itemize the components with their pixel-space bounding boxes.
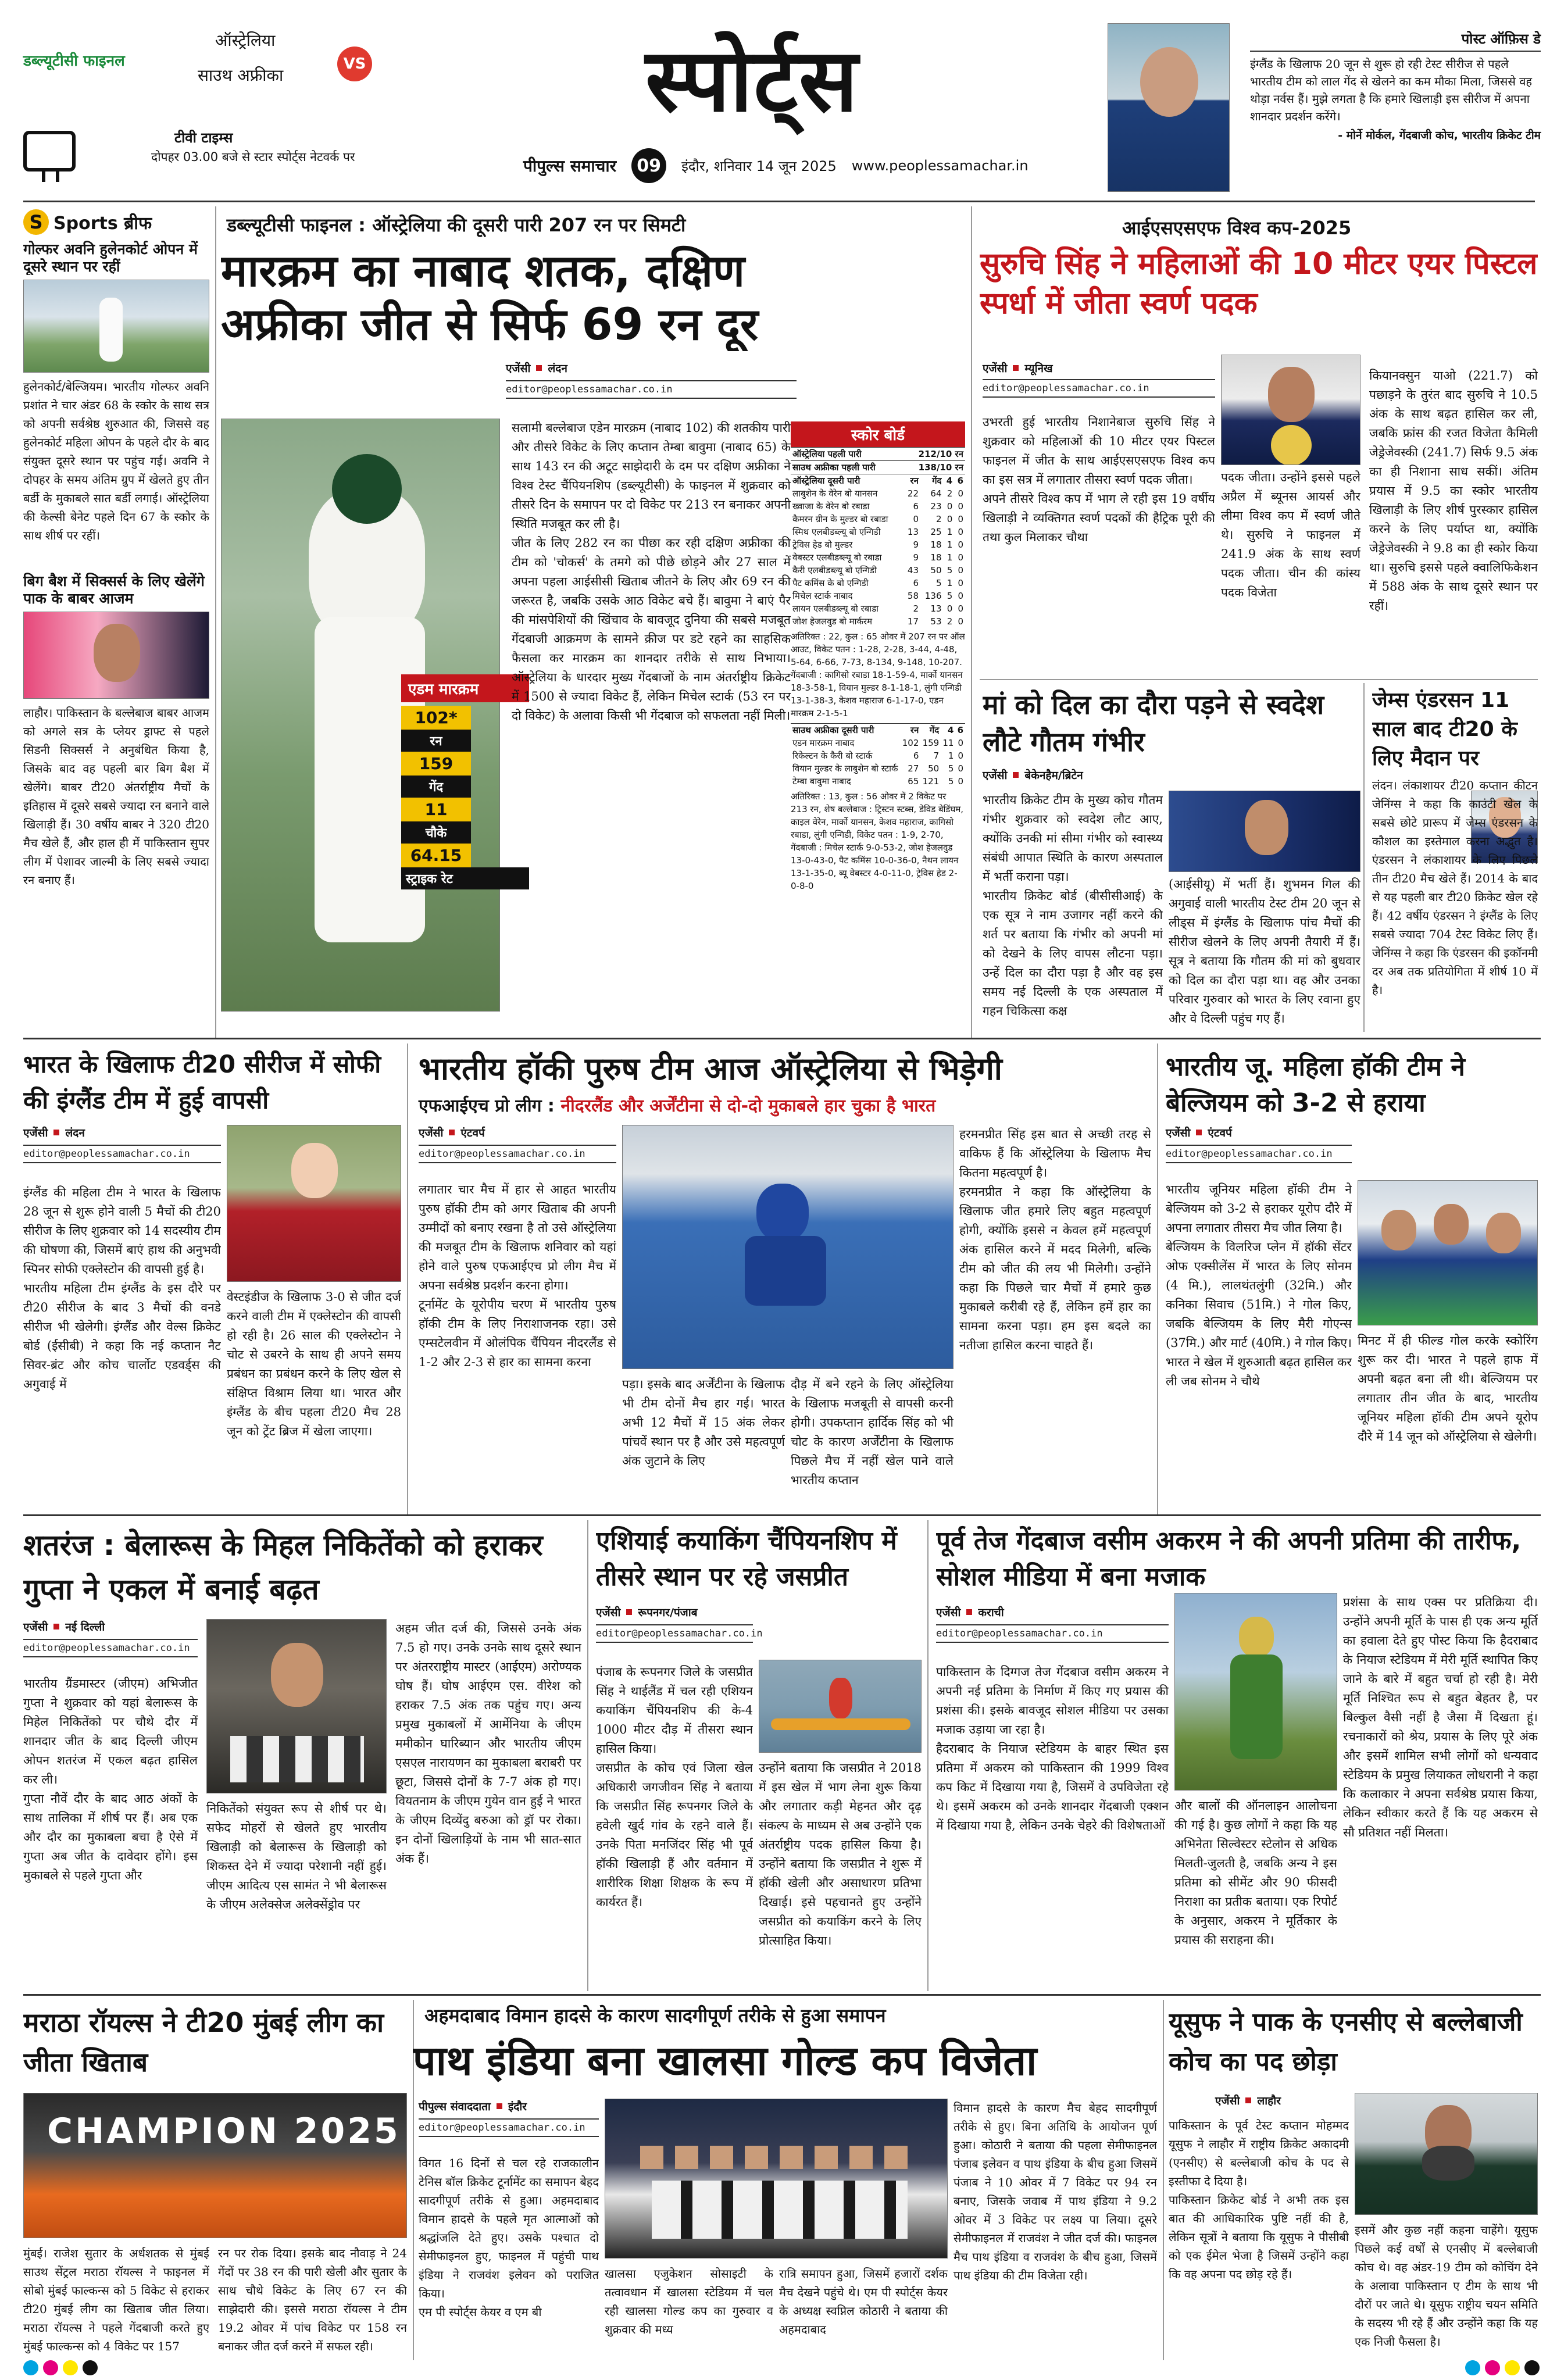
lead-agency: एजेंसी — [506, 362, 531, 375]
shooting-byline-box — [983, 360, 1215, 398]
kayak-body-2: उन्होंने बताया कि जसप्रीत ने 2018 में इस खेल में भाग लेना शुरू किया और लगातार कड़ी मेहनत और दृढ़ संकल्प के माध्यम से अब उन्होंने एक अंतर्राष्ट्रीय पदक हासिल किया है। उन्होंने बताया कि जसप्रीत ने शुरू में हॉकी खेली और असाधारण प्रतिभा दिखाई। इसे पहचानते हुए उन्होंने जसप्रीत को कयाकिंग करने के लिए प्रोत्साहित किया। — [759, 1761, 922, 1947]
hockey-byline-box: एजेंसी एंटवर्प editor@peoplessamachar.co.in — [419, 1125, 616, 1163]
scorecard-extra-1: अतिरिक्त : 22, कुल : 65 ओवर में 207 रन पर ऑल आउट, विकेट पतन : 1-28, 2-28, 3-44, 4-48, 5-64, 6-66, 7-73, 8-134, 9-148, 10-207. गेंदबाजी : कागिसो रबाडा 18-1-59-4, मार्को यानसन 18-3-58-1, वियान मुल्डर 8-1-18-1, लुंगी एन्गिडी 13-1-38-3, केशव महाराज 6-1-17-0, एडन मारक्रम 2-1-5-1 — [791, 631, 965, 719]
scorecard-row: मिचेल स्टार्क नाबाद 58 136 5 0 — [792, 591, 963, 601]
scorecard — [791, 421, 965, 1029]
publication-name: पीपुल्स समाचार — [523, 156, 617, 176]
chess-photo — [206, 1619, 387, 1793]
hockey-photo — [622, 1125, 954, 1369]
header-left — [23, 23, 395, 198]
kayak-body-1: पंजाब के रूपनगर जिले के जसप्रीत सिंह ने थाईलैंड में चल रही एशियन कयाकिंग चैंपियनशिप की के-4 1000 मीटर दौड़ में तीसरा स्थान हासिल किया। जसप्रीत के कोच एवं जिला खेल अधिकारी जगजीवन सिंह ने बताया कि जसप्रीत सिंह रूपनगर जिले के हवेली खुर्द गांव के रहने वाले हैं। उनके पिता मनजिंदर सिंह भी पूर्व हॉकी खिलाड़ी हैं और वर्तमान में शारीरिक शिक्षा शिक्षक के रूप में कार्यरत हैं। — [596, 1665, 753, 1909]
wasim-statue-photo — [1174, 1593, 1337, 1791]
scorecard-row: टेम्बा बावुमा नाबाद 65 121 5 0 — [792, 776, 963, 787]
registration-dot — [23, 2360, 38, 2375]
wasim-body-1: पाकिस्तान के दिग्गज तेज गेंदबाज वसीम अकरम ने अपनी नई प्रतिमा के निर्माण में किए गए प्रयास की प्रशंसा की। इसके बावजूद सोशल मीडिया पर उसका मजाक उड़ाया जा रहा है। हैदराबाद के नियाज स्टेडियम के बाहर स्थित इस प्रतिमा में अकरम को पाकिस्तान की 1999 विश्व कप किट में दिखाया गया है, जिसमें वे उपविजेता रहे थे। इसमें अकरम को उनके शानदार गेंदबाजी एक्शन में दिखाया गया है, लेकिन उनके चेहरे की विशेषताओं — [936, 1665, 1169, 1832]
wasim-email[interactable]: editor@peoplessamachar.co.in — [936, 1624, 1169, 1643]
scorecard-row: लायन एलबीडब्ल्यू बो रबाडा 2 13 0 0 — [792, 603, 963, 614]
sophie-body-1: इंग्लैंड की महिला टीम ने भारत के खिलाफ 28 जून से शुरू होने वाली 5 मैचों की टी20 सीरीज के लिए शुक्रवार को 14 सदस्यीय टीम की घोषणा की, जिसमें बाएं हाथ की अनुभवी स्पिनर सोफी एक्लेस्टोन की वापसी हुई है। भारतीय महिला टीम इंग्लैंड के इस दौरे पर टी20 सीरीज के बाद 3 मैचों की वनडे सीरीज भी खेलेगी। इंग्लैंड और वेल्स क्रिकेट बोर्ड (ईसीबी) ने कहा कि नई कप्तान नैट सिवर-ब्रंट और कोच चार्लोट एडवर्ड्स की अगुवाई में — [23, 1185, 221, 1391]
kayak-email[interactable]: editor@peoplessamachar.co.in — [596, 1624, 753, 1643]
scorecard-sa-innings: साउथ अफ्रीका दूसरी पारी रन गेंद 4 6 एडन मारक्रम नाबाद 102 159 11 0 रिकेल्टन के कैरी बो स्टार्क 6 7 1 0 वियान मुल्डर के लाबुशेन बो स्टार्क 27 50 5 0 टेम्बा बावुमा नाबाद 65 121 5 0 — [791, 723, 965, 788]
chess-body-3: अहम जीत दर्ज की, जिससे उनके अंक 7.5 हो गए। उनके उनके साथ दूसरे स्थान पर अंतरराष्ट्रीय मास्टर (आईएम) अरोण्यक घोष हैं। घोष आईएम एस. वीरेश को हराकर 7.5 अंक तक पहुंच गए। अन्य प्रमुख मुकाबलों में आर्मेनिया के जीएम ममीकोन घारिब्यान और भारतीय जीएम एसएल नारायणन का मुकाबला बराबरी पर छूटा, जिससे दोनों के 7-7 अंक हो गए। वियतनाम के जीएम गुयेन वान हुई ने भारत के जीएम दिव्येंदु बरुआ को ड्रॉ पर रोका। इन दोनों खिलाड़ियों के नाम भी सात-सात अंक हैं। — [395, 1621, 581, 1866]
registration-dot — [43, 2360, 58, 2375]
sophie-photo — [227, 1125, 401, 1282]
scorecard-row: ख्वाजा के वेरेन बो रबाडा 6 23 0 0 — [792, 501, 963, 512]
tv-time-text: दोपहर 03.00 बजे से स्टार स्पोर्ट्स नेटवर्क पर — [151, 150, 355, 164]
brief-text-1: हुलेनकोर्ट/बेल्जियम। भारतीय गोल्फर अवनि प्रशांत ने चार अंडर 68 के स्कोर के साथ सत्र को अपनी सर्वश्रेष्ठ शुरुआत की, जिससे वह हुलेनकोर्ट महिला ओपन के पहले दौर के बाद संयुक्त दूसरे स्थान पर पहुंच गई। अवनि ने दोपहर के समय अंतिम ग्रुप में खेलते हुए तीन बर्डी के मुकाबले सात बर्डी लगाई। ऑस्ट्रेलिया की केल्सी बेनेट पहले दिन 67 के स्कोर के साथ शीर्ष पर रहीं। — [23, 380, 209, 542]
scorecard-row: जोश हेजलवुड बो मार्करम 17 53 2 0 — [792, 616, 963, 627]
kayak-byline-box: एजेंसी रूपनगर/पंजाब editor@peoplessamachar.co.in — [596, 1604, 922, 1643]
champion-banner-text: CHAMPION 2025 — [47, 2111, 401, 2152]
masthead-strip — [523, 151, 1081, 180]
khalsa-body-2: खालसा एजुकेशन सोसाइटी के तत्वावधान में खालसा स्टेडियम में चल रही खालसा गोल्ड कप का गुरुवार व शुक्रवार की मध्य — [605, 2267, 773, 2336]
registration-dot — [1524, 2360, 1540, 2375]
team1: ऑस्ट्रेलिया — [215, 31, 276, 50]
stat-sr-label: स्ट्राइक रेट — [401, 867, 529, 889]
babar-photo — [23, 612, 209, 699]
section-title: स्पोर्ट्स — [645, 30, 859, 131]
chess-body-1: भारतीय ग्रैंडमास्टर (जीएम) अभिजीत गुप्ता ने शुक्रवार को यहां बेलारूस के मिहेल निकितेंको पर चौथे दौर में शानदार जीत के बाद दिल्ली जीएम ओपन शतरंज में एकल बढ़त हासिल कर ली। गुप्ता नौवें दौर के बाद आठ अंकों के साथ तालिका में शीर्ष पर हैं। अब एक और दौर का मुकाबला बचा है ऐसे में गुप्ता अब जीत के दावेदार होंगे। इस मुकाबले से पहले गुप्ता और — [23, 1677, 198, 1882]
wtc-final-label: डब्ल्यूटीसी फाइनल — [23, 52, 125, 70]
sophie-headline: भारत के खिलाफ टी20 सीरीज में सोफी की इंग्लैंड टीम में हुई वापसी — [23, 1050, 381, 1114]
website-link[interactable]: www.peoplessamachar.in — [851, 158, 1029, 174]
shooting-body-1: उभरती हुई भारतीय निशानेबाज सुरुचि सिंह ने शुक्रवार को महिलाओं की 10 मीटर एयर पिस्टल फाइनल में जीत के साथ आईएसएसएफ विश्व कप का इस सत्र में लगातार तीसरा स्वर्ण पदक जीता। अपने तीसरे विश्व कप में भाग ले रही इस 19 वर्षीय खिलाड़ी ने व्यक्तिगत स्वर्ण पदकों की हैट्रिक पूरी की तथा कुल मिलाकर चौथा — [983, 415, 1215, 544]
khalsa-byline-box: पीपुल्स संवाददाता इंदौर editor@peoplessamachar.co.in — [419, 2099, 599, 2137]
hockey-headline: भारतीय हॉकी पुरुष टीम आज ऑस्ट्रेलिया से भिड़ेगी — [419, 1050, 1002, 1087]
suruchi-photo — [1221, 355, 1360, 465]
gambhir-body-1: भारतीय क्रिकेट टीम के मुख्य कोच गौतम गंभीर शुक्रवार को स्वदेश लौट आए, क्योंकि उनकी मां सीमा गंभीर को स्वास्थ्य संबंधी आपात स्थिति के कारण अस्पताल में भर्ती कराना पड़ा। भारतीय क्रिकेट बोर्ड (बीसीसीआई) के एक सूत्र ने नाम उजागर नहीं करने की शर्त पर बताया कि गंभीर को अपनी मां को देखने के लिए वापस लौटना पड़ा। उन्हें दिल का दौरा पड़ा है और वह इस समय नई दिल्ली के एक अस्पताल में गहन चिकित्सा कक्ष — [983, 793, 1163, 1018]
stat-balls: 159 — [419, 754, 453, 773]
scorecard-row: पैट कमिंस के बो एन्गिडी 6 5 1 0 — [792, 578, 963, 588]
yusuf-byline: एजेंसी लाहौर — [1215, 2095, 1281, 2107]
morkel-photo — [1108, 23, 1230, 192]
lead-strap-text: ऑस्ट्रेलिया की दूसरी पारी 207 रन पर सिमटी — [372, 214, 686, 236]
lead-headline: मारक्रम का नाबाद शतक, दक्षिण अफ्रीका जीत से सिर्फ 69 रन दूर — [221, 245, 759, 350]
lead-body: सलामी बल्लेबाज एडेन मारक्रम (नाबाद 102) की शतकीय पारी और तीसरे विकेट के लिए कप्तान तेम्बा बावुमा (नाबाद 65) के साथ 143 रन की अटूट साझेदारी के दम पर दक्षिण अफ्रीका ने विश्व टेस्ट चैंपियनशिप (डब्ल्यूटीसी) के फाइनल में शुक्रवार को तीसरे दिन के समापन पर दो विकेट पर 213 रन बनाकर अपनी स्थिति मजबूत कर ली है। जीत के लिए 282 रन का पीछा कर रही दक्षिण अफ्रीका की टीम को 'चोकर्स' के तमगे को पीछे छोड़ने और 27 साल में अपना पहला आईसीसी खिताब जीतने के लिए और 69 रन की जरूरत है, जबकि उसके आठ विकेट बचे हैं। बावुमा ने बाएं पैर की मांसपेशियों की खिंचाव के बावजूद दुनिया की सबसे मजबूत गेंदबाजी आक्रमण के सामने क्रीज पर डटे रहने का साहसिक फैसला कर मारक्रम का शानदार तरीके से साथ निभाया। ऑस्ट्रेलिया के धारदार मुख्य गेंदबाजों के नाम अंतर्राष्ट्रीय क्रिकेट में 1500 से ज्यादा विकेट हैं, लेकिन मिचेल स्टार्क (53 रन पर दो विकेट) के अलावा किसी भी गेंदबाज को सफलता नहीं मिली। — [512, 421, 791, 723]
chess-byline-box: एजेंसी नई दिल्ली editor@peoplessamachar.co.in — [23, 1619, 198, 1657]
lead-email[interactable]: editor@peoplessamachar.co.in — [506, 380, 797, 399]
yusuf-body-1: पाकिस्तान के पूर्व टेस्ट कप्तान मोहम्मद यूसुफ ने लाहौर में राष्ट्रीय क्रिकेट अकादमी (एनसीए) से बल्लेबाजी कोच के पद से इस्तीफा दे दिया है। पाकिस्तान क्रिकेट बोर्ड ने अभी तक इस बात की आधिकारिक पुष्टि नहीं की है, लेकिन सूत्रों ने बताया कि यूसुफ ने पीसीबी को एक ईमेल भेजा है जिसमें उन्होंने कहा कि वह अपना पद छोड़ रहे हैं। — [1169, 2118, 1349, 2281]
hockey-strap — [419, 1093, 1157, 1117]
khalsa-photo — [605, 2099, 948, 2259]
shooting-headline: सुरुचि सिंह ने महिलाओं की 10 मीटर एयर पिस्टल स्पर्धा में जीता स्वर्ण पदक — [980, 246, 1538, 321]
gambhir-headline: मां को दिल का दौरा पड़ने से स्वदेश लौटे गौतम गंभीर — [983, 689, 1324, 757]
scorecard-row: वेबस्टर एलबीडब्ल्यू बो रबाडा 9 18 1 0 — [792, 552, 963, 563]
dateline: इंदौर, शनिवार 14 जून 2025 — [681, 158, 837, 174]
marathi-body-2: रन पर रोक दिया। इसके बाद नौवाड़ ने 24 गेंदों पर 38 रन की पारी खेली और सुतार के साथ चौथे विकेट के लिए 67 रन की साझेदारी की। इससे मराठा रॉयल्स ने टीम 19.2 ओवर में पांच विकेट पर 158 रन बनाकर जीत दर्ज करने में सफल रही। — [218, 2246, 407, 2353]
sophie-body-2: वेस्टइंडीज के खिलाफ 3-0 से जीत दर्ज करने वाली टीम में एक्लेस्टोन की वापसी हो रही है। 26 साल की एक्लेस्टोन ने चोट से उबरने के साथ ही अपने समय प्रबंधन का प्रबंधन करने के लिए खेल से संक्षिप्त विश्राम लिया था। भारत और इंग्लैंड के बीच पहला टी20 मैच 28 जून को ट्रेंट ब्रिज में खेला जाएगा। — [227, 1290, 401, 1438]
lead-kicker: डब्ल्यूटीसी फाइनल : — [227, 214, 366, 236]
scorecard-row: एडन मारक्रम नाबाद 102 159 11 0 — [792, 738, 963, 748]
scorecard-row: कैमरन ग्रीन के मुल्डर बो रबाडा 0 2 0 0 — [792, 514, 963, 524]
junior-hockey-byline-box: एजेंसी एंटवर्प editor@peoplessamachar.co.in — [1166, 1125, 1352, 1163]
scorecard-aus-innings: ऑस्ट्रेलिया दूसरी पारी रन गेंद 4 6 लाबुशेन के वेरेन बो यानसन 22 64 2 0 ख्वाजा के वेरेन बो रबाडा 6 23 0 0 कैमरन ग्रीन के मुल्डर बो रबाडा 0 2 0 0 स्मिथ एलबीडब्ल्यू बो एन्गिडी 13 25 1 0 ट्रेविस हेड बो मुल्डर 9 18 1 0 वेबस्टर एलबीडब्ल्यू बो रबाडा 9 18 1 0 कैरी एलबीडब्ल्यू बो एन्गिडी 43 50 5 0 पैट कमिंस के बो एन्गिडी 6 5 1 0 मिचेल स्टार्क नाबाद 58 136 5 0 लायन एलबीडब्ल्यू बो रबाडा 2 13 0 0 जोश हेजलवुड बो मार्करम 17 53 2 0 — [791, 474, 965, 628]
golfer-photo — [23, 280, 209, 373]
wasim-body-2: और बालों की ऑनलाइन आलोचना की गई है। कुछ लोगों ने कहा कि यह अभिनेता सिल्वेस्टर स्टेलोन से अधिक मिलती-जुलती है, जबकि अन्य ने इस प्रतिमा को सीमेंट और 90 फीसदी निराशा का प्रतीक बताया। एक रिपोर्ट के अनुसार, अकरम ने मूर्तिकार के प्रयास की सराहना की। — [1174, 1799, 1337, 1947]
khalsa-body-1: विगत 16 दिनों से चल रहे राजकालीन टेनिस बॉल क्रिकेट टूर्नामेंट का समापन बेहद सादगीपूर्ण तरीके से हुआ। अहमदाबाद विमान हादसे के पहले मृत आत्माओं को श्रद्धांजलि देते हुए। उसके पश्चात दो सेमीफाइनल हुए, फाइनल में पहुंची पाथ इंडिया ने राजवंश इलेवन को पराजित किया। एम पी स्पोर्ट्स केयर व एम बी — [419, 2156, 599, 2319]
chess-body-2: निकितेंको संयुक्त रूप से शीर्ष पर थे। सफेद मोहरों से खेलते हुए भारतीय खिलाड़ी को बेलारूस के खिलाड़ी को शिकस्त देने में ज्यादा परेशानी नहीं हुई। जीएम आदित्य एस सामंत ने भी बेलारूस के जीएम अलेक्सेज अलेक्सेंड्रोव पर — [206, 1802, 387, 1911]
lead-byline-box — [506, 360, 797, 399]
player-stat-card — [401, 674, 529, 889]
stat-sr: 64.15 — [410, 846, 462, 865]
junior-hockey-email[interactable]: editor@peoplessamachar.co.in — [1166, 1145, 1352, 1163]
hockey-email[interactable]: editor@peoplessamachar.co.in — [419, 1145, 616, 1163]
hockey-body-4: हरमनप्रीत सिंह इस बात से अच्छी तरह से वाकिफ हैं कि ऑस्ट्रेलिया के खिलाफ मैच कितना महत्वपूर्ण है। हरमनप्रीत ने कहा कि ऑस्ट्रेलिया के खिलाफ जीत हमारे लिए बहुत महत्वपूर्ण होगी, क्योंकि इससे न केवल हमें महत्वपूर्ण अंक हासिल करने में मदद मिलेगी, बल्कि टीम को जीत की लय भी मिलेगी। उन्होंने कहा कि पिछले चार मैचों में हमारे कुछ मुकाबले करीबी रहे हैं, लेकिन हमें हार का सामना करना पड़ा। हम इस बदले का नतीजा हासिल करना चाहते हैं। — [959, 1127, 1151, 1352]
wasim-headline: पूर्व तेज गेंदबाज वसीम अकरम ने की अपनी प्रतिमा की तारीफ, सोशल मीडिया में बना मजाक — [936, 1526, 1522, 1592]
postoffice-attr: - मोर्ने मोर्कल, गेंदबाजी कोच, भारतीय क्रिकेट टीम — [1338, 129, 1541, 142]
gambhir-body-2: (आईसीयू) में भर्ती हैं। शुभमन गिल की अगुवाई वाली भारतीय टेस्ट टीम 20 जून से लीड्स में इंग्लैंड के खिलाफ पांच मैचों की सीरीज खेलने के लिए अपनी तैयारी में हैं। सूत्र ने बताया कि गौतम की मां को बुधवार को दिल का दौरा पड़ा था। वह और उनका परिवार गुरुवार को भारत के लिए रवाना हुए और वे दिल्ली पहुंच गए हैं। — [1169, 877, 1360, 1025]
registration-dot — [1465, 2360, 1480, 2375]
marathi-headline: मराठा रॉयल्स ने टी20 मुंबई लीग का जीता खिताब — [23, 2007, 384, 2078]
page-number: 09 — [631, 148, 666, 183]
scorecard-row: रिकेल्टन के कैरी बो स्टार्क 6 7 1 0 — [792, 751, 963, 761]
postoffice-quote: इंग्लैंड के खिलाफ 20 जून से शुरू हो रही टेस्ट सीरीज से पहले भारतीय टीम को लाल गेंद से खेलने का कम मौका मिला, जिससे वह थोड़ा नर्वस हैं। मुझे लगता है कि हमारे खिलाड़ी इस सीरीज में अपना शानदार प्रदर्शन करेंगे। — [1250, 57, 1532, 123]
khalsa-headline: पाथ इंडिया बना खालसा गोल्ड कप विजेता — [413, 2037, 1037, 2085]
sophie-byline-box: एजेंसी लंदन editor@peoplessamachar.co.in — [23, 1125, 221, 1163]
shooting-body-2: पदक जीता। उन्होंने इससे पहले अप्रैल में ब्यूनस आयर्स और लीमा विश्व कप में स्वर्ण जीते थे। सुरुचि ने फाइनल में 241.9 अंक के साथ स्वर्ण पदक जीता। चीन की कांस्य पदक विजेता — [1221, 470, 1360, 599]
postoffice-box — [1250, 29, 1541, 198]
registration-dot — [83, 2360, 98, 2375]
postoffice-label: पोस्ट ऑफ़िस डे — [1250, 29, 1541, 52]
scorecard-summary: ऑस्ट्रेलिया पहली पारी 212/10 रन साउथ अफ्रीका पहली पारी 138/10 रन — [791, 447, 965, 474]
shooting-kicker: आईएसएसएफ विश्व कप-2025 — [1122, 217, 1352, 239]
gambhir-byline: एजेंसी बेकेनहैम/ब्रिटेन — [983, 769, 1083, 782]
brief-column — [23, 209, 209, 1023]
marathi-photo — [23, 2093, 407, 2238]
khalsa-body-3: रात्रि समापन हुआ, जिसमें हजारों दर्शक मैच देखने पहुंचे थे। एम पी स्पोर्ट्स केयर के अध्यक्ष स्वप्निल कोठारी ने बताया की अहमदाबाद — [779, 2267, 948, 2336]
lead-place: लंदन — [548, 362, 567, 375]
chess-email[interactable]: editor@peoplessamachar.co.in — [23, 1639, 198, 1657]
brief-text-2: लाहौर। पाकिस्तान के बल्लेबाज बाबर आजम को अगले सत्र के प्लेयर ड्राफ्ट से पहले सिडनी सिक्सर्स ने अनुबंधित किया है, जिसके बाद वह पहली बार बिग बैश में खेलेंगे। बाबर टी20 अंतर्राष्ट्रीय मैचों के इतिहास में दूसरे सबसे ज्यादा रन बनाने वाले खिलाड़ी हैं। 30 वर्षीय बाबर ने 320 टी20 मैच खेले हैं, और हाल ही में पाकिस्तान सुपर लीग में पेशावर जाल्मी के लिए सबसे ज्यादा रन बनाए हैं। — [23, 706, 209, 887]
khalsa-email[interactable]: editor@peoplessamachar.co.in — [419, 2118, 599, 2137]
hockey-kicker: एफआईएच प्रो लीग : — [419, 1096, 555, 1116]
yusuf-body-2: इसमें और कुछ नहीं कहना चाहेंगे। यूसुफ पिछले कई वर्षों से एनसीए में बल्लेबाजी कोच थे। वह अंडर-19 टीम को कोचिंग देने के अलावा पाकिस्तान ए टीम के साथ भी दौरों पर जाते थे। यूसुफ राष्ट्रीय चयन समिति के सदस्य भी रहे हैं और उन्होंने कहा कि यह एक निजी फैसला है। — [1355, 2223, 1538, 2349]
junior-hockey-photo — [1358, 1180, 1538, 1325]
anderson-headline: जेम्स एंडरसन 11 साल बाद टी20 के लिए मैदान पर — [1372, 688, 1517, 770]
marathi-body-1: मुंबई। राजेश सुतार के अर्धशतक से मुंबई साउथ सेंट्रल मराठा रॉयल्स ने फाइनल में सोबो मुंबई फाल्कन्स को 5 विकेट से हराकर टी20 मुंबई लीग का खिताब जीत लिया। मराठा रॉयल्स ने पहले गेंदबाजी करते हुए मुंबई फाल्कन्स को 4 विकेट पर 157 — [23, 2246, 209, 2353]
stat-runs-label: रन — [401, 730, 471, 752]
registration-dot — [1485, 2360, 1500, 2375]
gambhir-photo — [1169, 791, 1360, 872]
khalsa-body-4: विमान हादसे के कारण मैच बेहद सादगीपूर्ण तरीके से हुए। बिना अतिथि के आयोजन पूर्ण हुआ। कोठारी ने बताया की पहला सेमीफाइनल पंजाब इलेवन व पाथ इंडिया के बीच हुआ जिसमें पंजाब ने 10 ओवर में 7 विकेट पर 94 रन बनाए, जिसके जवाब में पाथ इंडिया ने 9.2 ओवर में 3 विकेट पर लक्ष्य पा लिया। दूसरे सेमीफाइनल में राजवंश ने जीत दर्ज की। फाइनल मैच पाथ इंडिया व राजवंश के बीच हुआ, जिसमें पाथ इंडिया की टीम विजेता रही। — [954, 2101, 1157, 2282]
chess-headline: शतरंज : बेलारूस के मिहल निकितेंको को हराकर गुप्ता ने एकल में बनाई बढ़त — [23, 1528, 543, 1606]
hockey-body-1: लगातार चार मैच में हार से आहत भारतीय पुरुष हॉकी टीम को अगर खिताब की अपनी उम्मीदों को बनाए रखना है तो उसे ऑस्ट्रेलिया की मजबूत टीम के खिलाफ शनिवार को यहां होने वाले पुरुष एफआईएच प्रो लीग मैच में अपना सर्वश्रेष्ठ प्रदर्शन करना होगा। टूर्नामेंट के यूरोपीय चरण में भारतीय पुरुष हॉकी टीम के लिए निराशाजनक रहा। उसे एम्सटेलवीन में ओलंपिक चैंपियन नीदरलैंड से 1-2 और 2-3 से हार का सामना करना — [419, 1182, 616, 1369]
scorecard-extra-2: अतिरिक्त : 13, कुल : 56 ओवर में 2 विकेट पर 213 रन, शेष बल्लेबाज : ट्रिस्टन स्टब्स, डेविड बेडिंघम, काइल वेरेन, मार्को यानसन, केशव महाराज, कागिसो रबाडा, लुंगी एन्गिडी, विकेट पतन : 1-9, 2-70, गेंदबाजी : मिचेल स्टार्क 9-0-53-2, जोश हेजलवुड 13-0-43-0, पैट कमिंस 10-0-36-0, नैथन लायन 13-1-35-0, ब्यू वेबस्टर 4-0-11-0, ट्रेविस हेड 2-0-8-0 — [791, 791, 964, 891]
sophie-email[interactable]: editor@peoplessamachar.co.in — [23, 1145, 221, 1163]
registration-dot — [1505, 2360, 1520, 2375]
shooting-agency: एजेंसी — [983, 362, 1008, 375]
kayak-headline: एशियाई कयाकिंग चैंपियनशिप में तीसरे स्थान पर रहे जसप्रीत — [596, 1526, 897, 1592]
shooting-body-3: कियानक्सुन याओ (221.7) को पछाड़ने के तुरंत बाद सुरुचि ने 10.5 अंक के साथ बढ़त हासिल कर ली, जबकि फ्रांस की रजत विजेता कैमिली जेड्रेजेवस्की (241.7) सिर्फ 9.5 अंक का ही निशाना साध सकीं। अंतिम प्रयास में 9.5 का स्कोर भारतीय खिलाड़ी के लिए शीर्ष पुरस्कार हासिल करने के लिए पर्याप्त था, क्योंकि जेड्रेजेवस्की ने 9.8 का ही स्कोर किया था। सुरुचि इससे पहले क्वालिफिकेशन में 588 अंक के साथ दूसरे स्थान पर रहीं। — [1369, 369, 1538, 613]
lead-strap — [227, 212, 954, 237]
shooting-place: म्यूनिख — [1024, 362, 1053, 375]
stat-runs: 102* — [415, 708, 458, 727]
match-box — [169, 23, 378, 110]
scorecard-row: ट्रेविस हेड बो मुल्डर 9 18 1 0 — [792, 539, 963, 550]
sports-s-icon: S — [23, 209, 49, 235]
stat-balls-label: गेंद — [401, 776, 471, 798]
hockey-strap-text: नीदरलैंड और अर्जेंटीना से दो-दो मुकाबले हार चुका है भारत — [560, 1096, 936, 1116]
scorecard-row: स्मिथ एलबीडब्ल्यू बो एन्गिडी 13 25 1 0 — [792, 527, 963, 537]
brief-badge: S Sports ब्रीफ — [23, 209, 209, 235]
junior-hockey-body-2: मिनट में ही फील्ड गोल करके स्कोरिंग शुरू कर दी। भारत ने पहले हाफ में अपनी बढ़त बना ली थी। बेल्जियम पर लगातार तीन जीत के बाद, भारतीय जूनियर महिला हॉकी टीम अपने यूरोप दौरे में 14 जून को ऑस्ट्रेलिया से खेलेगी। — [1358, 1334, 1538, 1443]
team2: साउथ अफ्रीका — [198, 66, 284, 85]
anderson-body: लंदन। लंकाशायर टी20 कप्तान कीटन जेनिंग्स ने कहा कि काउंटी खेल के सबसे छोटे प्रारूप में जेम्स एंडरसन के कौशल का इस्तेमाल करना अद्भुत है। एंडरसन ने लंकाशायर के लिए पिछले तीन टी20 मैच खेले हैं। 2014 के बाद से यह पहली बार टी20 क्रिकेट खेल रहे हैं। 42 वर्षीय एंडरसन ने इंग्लैंड के लिए सबसे ज्यादा 704 टेस्ट विकेट लिए हैं। जेनिंग्स ने कहा कि एंडरसन की इकॉनमी दर अब तक प्रतियोगिता में शीर्ष 10 में है। — [1372, 778, 1538, 997]
tv-icon — [23, 131, 76, 171]
vs-badge: VS — [337, 47, 372, 81]
scorecard-row: कैरी एलबीडब्ल्यू बो एन्गिडी 43 50 5 0 — [792, 565, 963, 576]
player-tag: एडम मारक्रम — [401, 674, 529, 702]
shooting-email[interactable]: editor@peoplessamachar.co.in — [983, 379, 1215, 398]
stat-fours: 11 — [424, 800, 448, 819]
scorecard-row: वियान मुल्डर के लाबुशेन बो स्टार्क 27 50 5 0 — [792, 763, 963, 774]
yusuf-photo — [1355, 2093, 1538, 2215]
hockey-body-2: पड़ा। इसके बाद अर्जेंटीना के खिलाफ भी टीम दोनों मैच हार गई। भारत अभी 12 मैचों में 15 अंक लेकर पांचवें स्थान पर है और उसे महत्वपूर्ण अंक जुटाने के लिए — [622, 1377, 785, 1468]
kayak-photo — [759, 1660, 922, 1753]
junior-hockey-headline: भारतीय जू. महिला हॉकी टीम ने बेल्जियम को 3-2 से हराया — [1166, 1052, 1465, 1118]
registration-dot — [63, 2360, 78, 2375]
brief-headline-2: बिग बैश में सिक्सर्स के लिए खेलेंगे पाक के बाबर आजम — [23, 573, 205, 607]
yusuf-headline: यूसुफ ने पाक के एनसीए से बल्लेबाजी कोच का पद छोड़ा — [1169, 2007, 1523, 2077]
hockey-body-3: दौड़ में बने रहने के लिए ऑस्ट्रेलिया के खिलाफ मजबूती से वापसी करनी होगी। उपकप्तान हार्दिक सिंह को भी चोट के कारण अर्जेंटीना के खिलाफ पिछले मैच में नहीं खेल पाने वाले भारतीय कप्तान — [791, 1377, 954, 1487]
scorecard-title: स्कोर बोर्ड — [791, 421, 965, 447]
stat-fours-label: चौके — [401, 821, 471, 844]
wasim-byline-box: एजेंसी कराची editor@peoplessamachar.co.in — [936, 1604, 1169, 1643]
tv-times-label: टीवी टाइम्स — [174, 130, 233, 146]
khalsa-kicker: अहमदाबाद विमान हादसे के कारण सादगीपूर्ण तरीके से हुआ समापन — [424, 2004, 886, 2027]
brief-headline-1: गोल्फर अवनि हुलेनकोर्ट ओपन में दूसरे स्थान पर रहीं — [23, 241, 198, 275]
scorecard-row: लाबुशेन के वेरेन बो यानसन 22 64 2 0 — [792, 488, 963, 499]
junior-hockey-body-1: भारतीय जूनियर महिला हॉकी टीम ने बेल्जियम को 3-2 से हराकर यूरोप दौरे में अपना लगातार तीसरा मैच जीत लिया है। बेल्जियम के विलरिज प्लेन में हॉकी सेंटर ओफ एक्सीलेंस में भारत के लिए सोनम (4 मि.), लालथंतलुंगी (32मि.) और कनिका सिवाच (51मि.) ने गोल किए, जबकि बेल्जियम के लिए मैरी गोएन्स (37मि.) और मार्ट (40मि.) ने गोल किए। भारत ने खेल में शुरुआती बढ़त हासिल कर ली जब सोनम ने चौथे — [1166, 1182, 1352, 1388]
wasim-body-3: प्रशंसा के साथ एक्स पर प्रतिक्रिया दी। उन्होंने अपनी मूर्ति के पास ही एक अन्य मूर्ति का हवाला देते हुए पोस्ट किया कि हैदराबाद के नियाज स्टेडियम में मेरी मूर्ति स्थापित किए जाने के बारे में बहुत चर्चा हो रही है। मेरी मूर्ति निश्चित रूप से बहुत बेहतर है, पर बिल्कुल वैसी नहीं है जैसा मैं दिखता हूं। रचनाकारों को श्रेय, प्रयास के लिए पूरे अंक और इसमें शामिल सभी लोगों को धन्यवाद स्टेडियम के प्रमुख लियाकत लोधरानी ने कहा कि कलाकार ने अपना सर्वश्रेष्ठ प्रयास किया, लेकिन स्वीकार करते हैं कि यह अकरम से सौ प्रतिशत नहीं मिलता। — [1343, 1595, 1538, 1839]
